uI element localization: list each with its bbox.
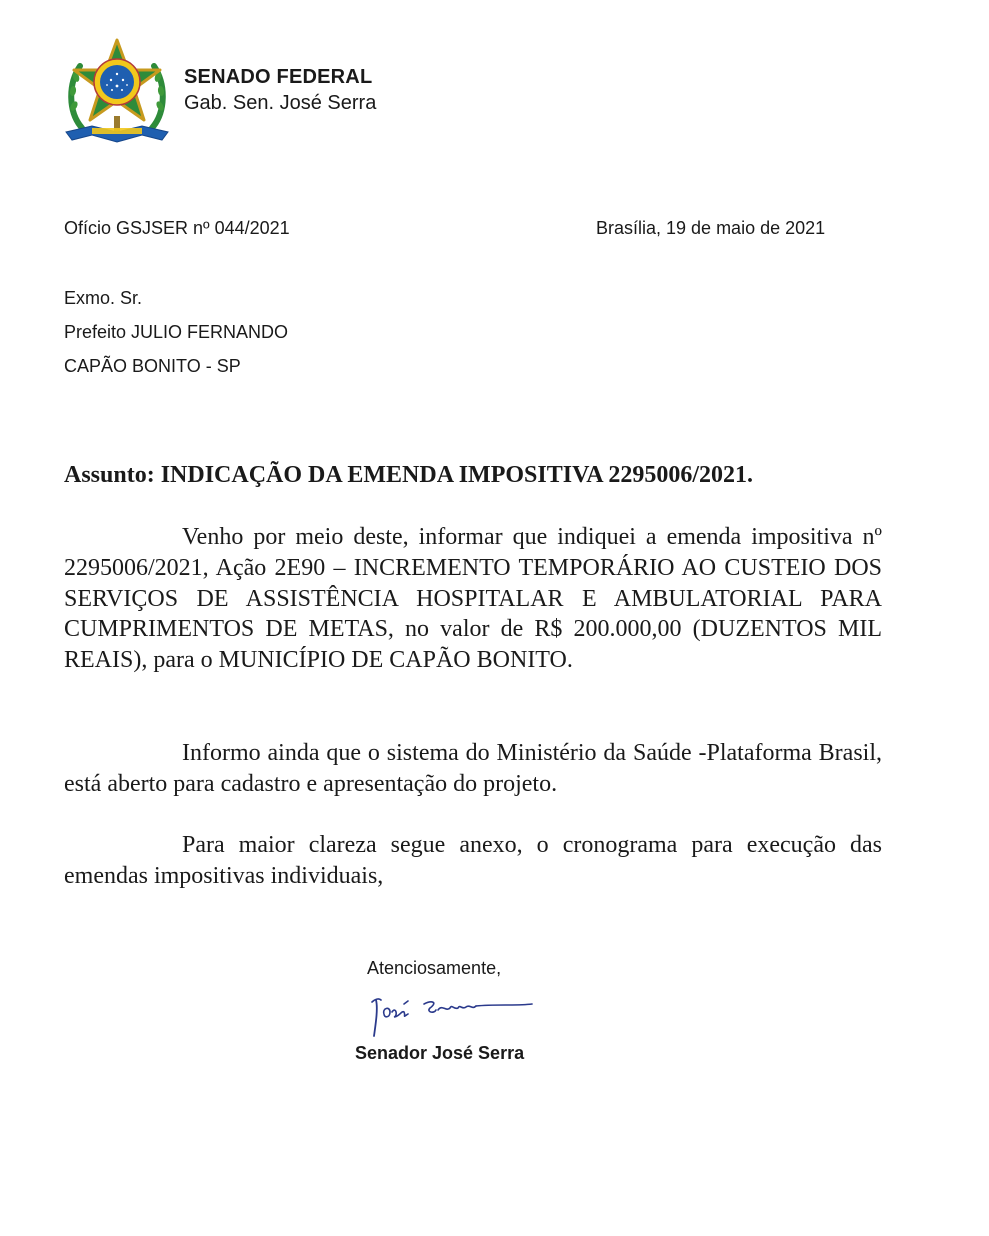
- body-paragraph: Venho por meio deste, informar que indiquei a emenda impositiva nº 2295006/2021, Ação 2E90 – INCREMENTO TEMPORÁRIO AO CUSTEIO DOS SERVIÇOS DE ASSISTÊNCIA HOSPITALAR E AMBULATORIAL PARA CUMPRIMENTOS DE METAS, no valor de R$ 200.000,00 (DUZENTOS MIL REAIS), para o MUNICÍPIO DE CAPÃO BONITO.: [64, 524, 882, 674]
- recipient-salutation: Exmo. Sr.: [64, 288, 143, 308]
- signer-name: Senador José Serra: [355, 1043, 525, 1063]
- body-paragraph: Para maior clareza segue anexo, o cronograma para execução das emendas impositivas individuais,: [64, 832, 882, 889]
- coat-of-arms-icon: [62, 36, 172, 152]
- document-reference: Ofício GSJSER nº 044/2021: [64, 218, 290, 238]
- closing-salutation: Atenciosamente,: [367, 958, 502, 978]
- subject-line: Assunto: INDICAÇÃO DA EMENDA IMPOSITIVA 2295006/2021.: [64, 462, 753, 488]
- organization-name: SENADO FEDERAL: [184, 66, 373, 88]
- recipient-location: CAPÃO BONITO - SP: [64, 356, 241, 376]
- body-paragraph: Informo ainda que o sistema do Ministério da Saúde -Plataforma Brasil, está aberto para cadastro e apresentação do projeto.: [64, 740, 882, 797]
- document-date: Brasília, 19 de maio de 2021: [596, 218, 826, 238]
- recipient-name: Prefeito JULIO FERNANDO: [64, 322, 289, 342]
- office-name: Gab. Sen. José Serra: [184, 92, 377, 114]
- handwritten-signature: [366, 992, 536, 1038]
